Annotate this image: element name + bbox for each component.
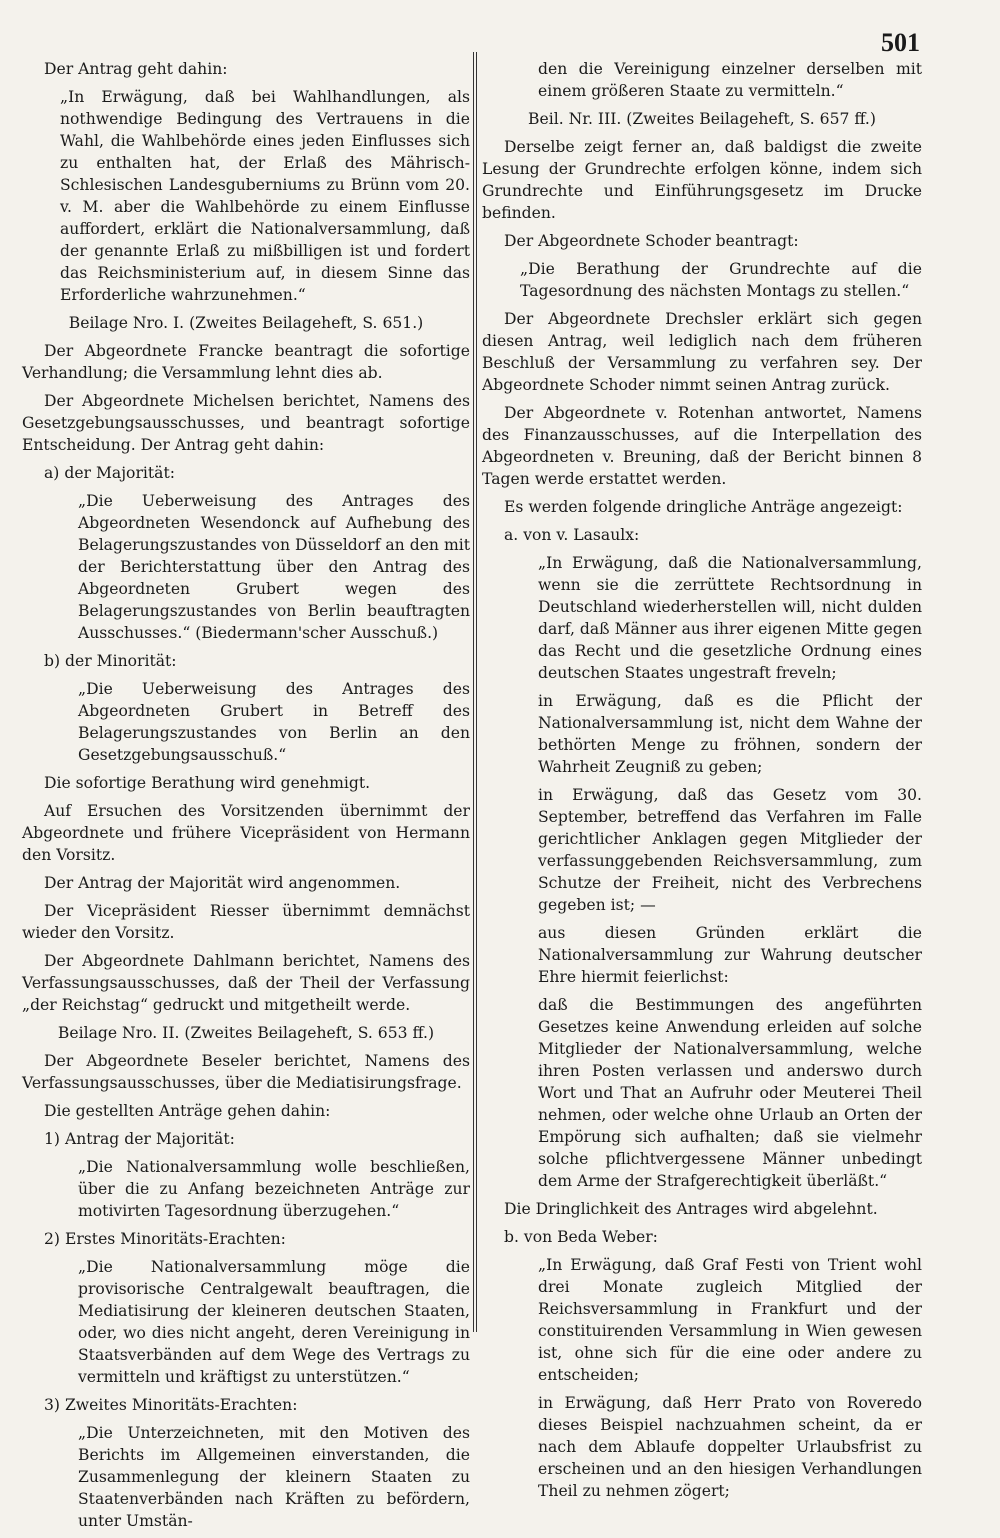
column-rule	[473, 52, 474, 1332]
paragraph: Die sofortige Berathung wird genehmigt.	[44, 774, 371, 792]
paragraph: daß die Bestimmungen des angeführten Gesetzes keine Anwendung erleiden auf solche Mitglieder der Nationalversammlung, welche ihren Posten verlassen und anderswo durch Wort und That an Aufruhr oder Meuterei Theil nehmen, oder welche ohne Urlaub an Orten der Empörung sich aufhalten; daß sie vielmehr solche pflichtvergessene Männer unbedingt dem Arme der Strafgerechtigkeit überläßt.“	[538, 996, 922, 1190]
paragraph: Es werden folgende dringliche Anträge angezeigt:	[504, 498, 903, 516]
paragraph: in Erwägung, daß Herr Prato von Roveredo dieses Beispiel nachzuahmen scheint, da er nach dem Ablaufe doppelter Urlaubsfrist zu erscheinen und an den hiesigen Verhandlungen Theil zu nehmen zögert;	[538, 1394, 922, 1500]
paragraph: „In Erwägung, daß die Nationalversammlung, wenn sie die zerrüttete Rechtsordnung in Deutschland wiederherstellen will, nicht dulden darf, daß Männer aus ihrer eigenen Mitte gegen das Recht und die gesetzliche Ordnung eines deutschen Staates ungestraft freveln;	[538, 554, 922, 682]
paragraph: Der Abgeordnete Michelsen berichtet, Namens des Gesetzgebungsausschusses, und beantragt sofortige Entscheidung. Der Antrag geht dahin:	[22, 392, 470, 454]
paragraph: „Die Berathung der Grundrechte auf die Tagesordnung des nächsten Montags zu stellen.“	[520, 260, 922, 300]
paragraph: „In Erwägung, daß Graf Festi von Trient wohl drei Monate zugleich Mitglied der Reichsversammlung in Frankfurt und der constituirenden Versammlung in Wien gewesen ist, ohne sich für die eine oder andere zu entscheiden;	[538, 1256, 922, 1384]
paragraph: Der Abgeordnete Dahlmann berichtet, Namens des Verfassungsausschusses, daß der Theil der Verfassung „der Reichstag“ gedruckt und mitgetheilt werde.	[22, 952, 470, 1014]
paragraph: „Die Nationalversammlung möge die provisorische Centralgewalt beauftragen, die Mediatisirung der kleineren deutschen Staaten, oder, wo dies nicht angeht, deren Vereinigung in Staatsverbänden auf dem Wege des Vertrags zu vermitteln und kräftigst zu unterstützen.“	[78, 1258, 470, 1386]
paragraph: Der Vicepräsident Riesser übernimmt demnächst wieder den Vorsitz.	[22, 902, 470, 942]
paragraph: Der Antrag geht dahin:	[44, 60, 228, 78]
paragraph: Der Abgeordnete Beseler berichtet, Namens des Verfassungsausschusses, über die Mediatisirungsfrage.	[22, 1052, 470, 1092]
paragraph: „In Erwägung, daß bei Wahlhandlungen, als nothwendige Bedingung des Vertrauens in die Wahl, die Wahlbehörde eines jeden Einflusses sich zu enthalten hat, der Erlaß des Mährisch-Schlesischen Landesguberniums zu Brünn vom 20. v. M. aber die Wahlbehörde zu einem Einflusse auffordert, erklärt die Nationalversammlung, daß der genannte Erlaß zu mißbilligen ist und fordert das Reichsministerium auf, in diesem Sinne das Erforderliche wahrzunehmen.“	[60, 88, 470, 304]
paragraph: Der Abgeordnete Drechsler erklärt sich gegen diesen Antrag, weil lediglich nach dem früheren Beschluß der Versammlung zu verfahren sey. Der Abgeordnete Schoder nimmt seinen Antrag zurück.	[482, 310, 922, 394]
paragraph: 3) Zweites Minoritäts-Erachten:	[44, 1396, 298, 1414]
paragraph: Der Abgeordnete Schoder beantragt:	[504, 232, 799, 250]
paragraph: Die Dringlichkeit des Antrages wird abgelehnt.	[504, 1200, 878, 1218]
paragraph: Auf Ersuchen des Vorsitzenden übernimmt der Abgeordnete und frühere Vicepräsident von Hermann den Vorsitz.	[22, 802, 470, 864]
paragraph: in Erwägung, daß es die Pflicht der Nationalversammlung ist, nicht dem Wahne der bethörten Menge zu fröhnen, sondern der Wahrheit Zeugniß zu geben;	[538, 692, 922, 776]
paragraph: Beil. Nr. III. (Zweites Beilageheft, S. 657 ff.)	[528, 110, 876, 128]
page-number: 501	[881, 28, 920, 57]
column-rule	[476, 52, 477, 1332]
right-column	[482, 58, 922, 1508]
paragraph: „Die Nationalversammlung wolle beschließen, über die zu Anfang bezeichneten Anträge zur motivirten Tagesordnung überzugehen.“	[78, 1158, 470, 1220]
paragraph: 2) Erstes Minoritäts-Erachten:	[44, 1230, 286, 1248]
paragraph: 1) Antrag der Majorität:	[44, 1130, 235, 1148]
paragraph: Der Abgeordnete v. Rotenhan antwortet, Namens des Finanzausschusses, auf die Interpellation des Abgeordneten v. Breuning, daß der Bericht binnen 8 Tagen werde erstattet werden.	[482, 404, 922, 488]
paragraph: Der Abgeordnete Francke beantragt die sofortige Verhandlung; die Versammlung lehnt dies ab.	[22, 342, 470, 382]
paragraph: „Die Ueberweisung des Antrages des Abgeordneten Wesendonck auf Aufhebung des Belagerungszustandes von Düsseldorf an den mit der Berichterstattung über den Antrag des Abgeordneten Grubert wegen des Belagerungszustandes von Berlin beauftragten Ausschusses.“ (Biedermann'scher Ausschuß.)	[78, 492, 470, 642]
paragraph: aus diesen Gründen erklärt die Nationalversammlung zur Wahrung deutscher Ehre hiermit feierlichst:	[538, 924, 922, 986]
paragraph: Beilage Nro. I. (Zweites Beilageheft, S. 651.)	[68, 314, 424, 332]
paragraph: a. von v. Lasaulx:	[504, 526, 640, 544]
paragraph: in Erwägung, daß das Gesetz vom 30. September, betreffend das Verfahren im Falle gerichtlicher Anklagen gegen Mitglieder der verfassunggebenden Reichsversammlung, zum Schutze der Freiheit, nicht des Verbrechens gegeben ist; —	[538, 786, 922, 914]
paragraph: Der Antrag der Majorität wird angenommen.	[44, 874, 401, 892]
paragraph: b) der Minorität:	[44, 652, 177, 670]
paragraph: „Die Unterzeichneten, mit den Motiven des Berichts im Allgemeinen einverstanden, die Zusammenlegung der kleinern Staaten zu Staatenverbänden nach Kräften zu befördern, unter Umstän-	[78, 1424, 470, 1530]
paragraph: Beilage Nro. II. (Zweites Beilageheft, S. 653 ff.)	[57, 1024, 435, 1042]
paragraph: a) der Majorität:	[44, 464, 175, 482]
paragraph: Die gestellten Anträge gehen dahin:	[44, 1102, 331, 1120]
paragraph: b. von Beda Weber:	[504, 1228, 658, 1246]
paragraph: „Die Ueberweisung des Antrages des Abgeordneten Grubert in Betreff des Belagerungszustandes von Berlin an den Gesetzgebungsausschuß.“	[78, 680, 470, 764]
left-column	[22, 58, 470, 1538]
paragraph: Derselbe zeigt ferner an, daß baldigst die zweite Lesung der Grundrechte erfolgen könne, indem sich Grundrechte und Einführungsgesetz im Drucke befinden.	[482, 138, 922, 222]
paragraph: den die Vereinigung einzelner derselben mit einem größeren Staate zu vermitteln.“	[538, 60, 922, 100]
